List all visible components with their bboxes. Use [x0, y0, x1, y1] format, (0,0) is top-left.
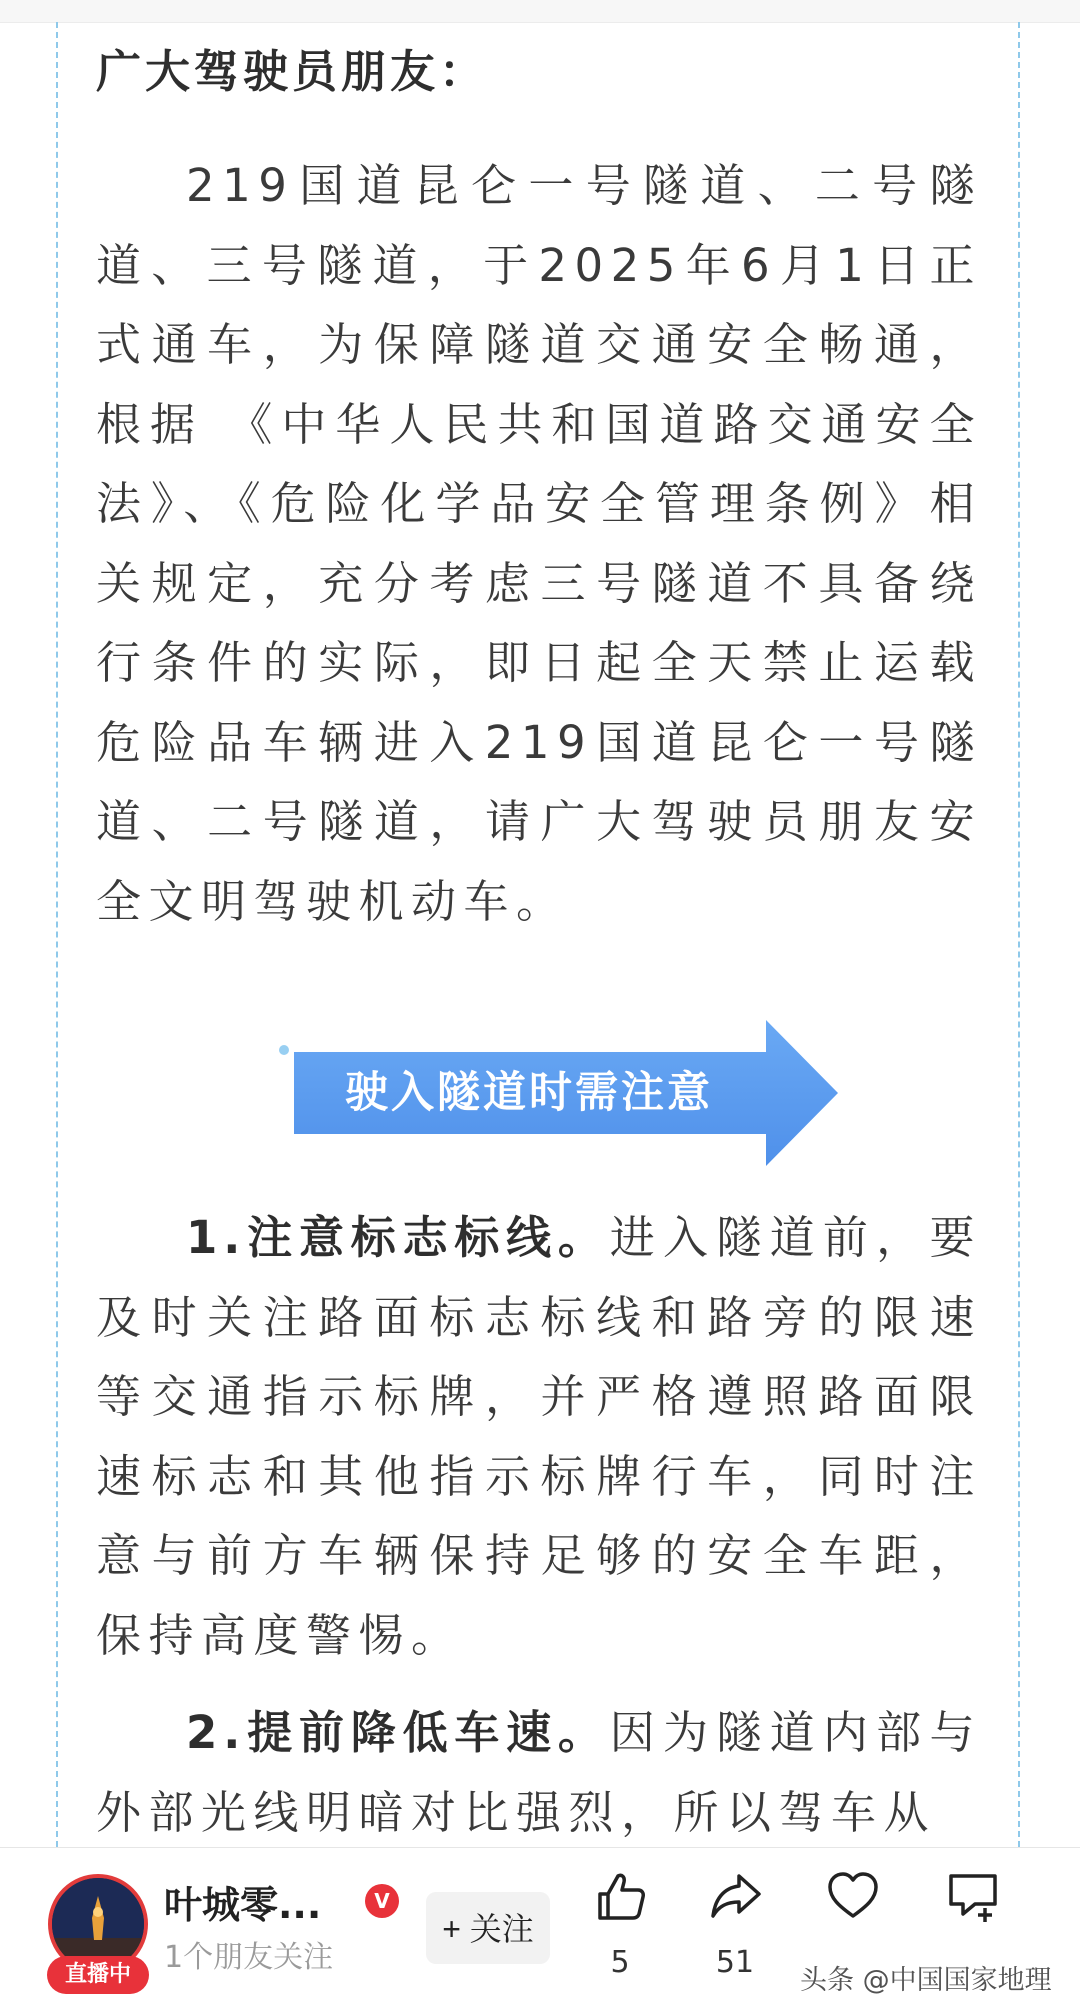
section-banner — [278, 1020, 844, 1166]
notice-paragraph: 219国道昆仑一号隧道、二号隧道、三号隧道，于2025年6月1日正式通车，为保障隧道交通安全畅通，根据 《中华人民共和国道路交通安全法》、《危险化学品安全管理条例》相关规定，充分考虑三号隧道不具备绕行条件的实际，即日起全天禁止运载危险品车辆进入219国道昆仑一号隧道、二号隧道，请广大驾驶员朋友安全文明驾驶机动车。 — [96, 159, 982, 928]
share-button[interactable] — [685, 1868, 785, 1980]
tip-item-1-body: 进入隧道前，要及时关注路面标志标线和路旁的限速等交通指示标牌，并严格遵照路面限速标志和其他指示标牌行车，同时注意与前方车辆保持足够的安全车距，保持高度警惕。 — [96, 1211, 982, 1662]
verified-icon: V — [365, 1884, 399, 1918]
bottom-action-bar — [0, 1847, 1080, 2001]
like-count: 5 — [610, 1945, 630, 1980]
watermark-text: 头条 @中国国家地理 — [800, 1965, 1052, 1996]
tip-item-2-lead: 2.提前降低车速。 — [186, 1706, 610, 1759]
live-badge[interactable]: 直播中 — [47, 1956, 149, 1994]
tip-item-2 — [96, 1693, 982, 1852]
article-body — [96, 22, 982, 941]
share-arrow-icon — [707, 1868, 763, 1924]
follow-button[interactable]: + 关注 — [426, 1892, 550, 1964]
comment-add-icon — [945, 1868, 1001, 1924]
tip-item-1-lead: 1.注意标志标线。 — [186, 1211, 610, 1264]
friend-follow-count: 1个朋友关注 — [164, 1940, 334, 1975]
like-button[interactable] — [570, 1868, 670, 1980]
author-name[interactable]: 叶城零... — [164, 1883, 322, 1927]
top-gap — [0, 0, 1080, 23]
tip-item-1 — [96, 1198, 982, 1675]
favorite-button[interactable] — [803, 1868, 903, 1924]
tip-item-2-body: 因为隧道内部与外部光线明暗对比强烈，所以驾车从 — [96, 1706, 982, 1839]
thumbs-up-icon — [592, 1868, 648, 1924]
share-count: 51 — [715, 1945, 755, 1980]
greeting-heading: 广大驾驶员朋友： — [96, 45, 489, 98]
heart-icon — [825, 1868, 881, 1924]
section-banner-title: 驶入隧道时需注意 — [345, 1068, 713, 1118]
comment-button[interactable] — [923, 1868, 1023, 1924]
